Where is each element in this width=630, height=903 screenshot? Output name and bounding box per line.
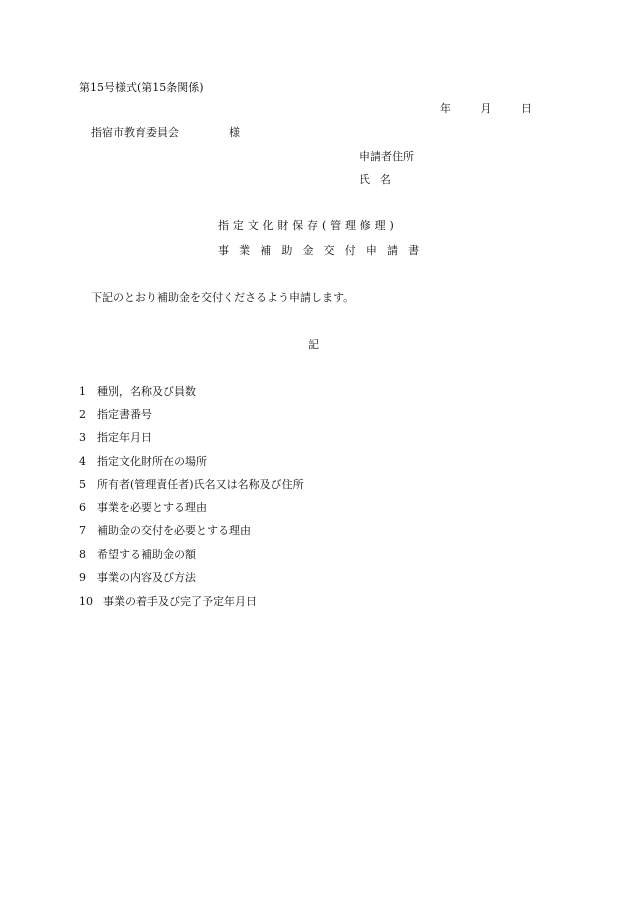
- applicant-address-label: 申請者住所: [359, 150, 414, 163]
- item-number: 10: [79, 595, 93, 608]
- item-text: 指定書番号: [97, 408, 152, 421]
- item-number: 5: [79, 478, 86, 491]
- item-number: 2: [79, 408, 86, 421]
- list-item: [79, 409, 152, 420]
- date-year-unit: 年: [440, 102, 451, 115]
- item-number: 4: [79, 455, 86, 468]
- list-item: [79, 596, 257, 607]
- item-text: 事業を必要とする理由: [97, 501, 207, 514]
- body-text: 下記のとおり補助金を交付くださるよう申請します。: [91, 291, 355, 304]
- applicant-name-label: 氏名: [359, 173, 401, 186]
- list-item: [79, 432, 152, 443]
- item-text: 所有者(管理責任者)氏名又は名称及び住所: [97, 478, 304, 491]
- item-number: 6: [79, 501, 86, 514]
- item-text: 事業の内容及び方法: [97, 571, 196, 584]
- date-line: [440, 103, 532, 114]
- document-title-line1: 指定文化財保存(管理修理): [218, 219, 398, 232]
- list-item: [79, 525, 251, 536]
- list-item: [79, 456, 207, 467]
- ki-heading: 記: [308, 338, 319, 351]
- item-number: 1: [79, 385, 86, 398]
- list-item: [79, 479, 304, 490]
- date-month-unit: 月: [480, 102, 492, 115]
- addressee-line: [91, 127, 240, 138]
- honorific: 様: [229, 126, 240, 139]
- item-text: 希望する補助金の額: [97, 548, 196, 561]
- list-item: [79, 386, 196, 397]
- list-item: [79, 572, 196, 583]
- date-day-unit: 日: [521, 102, 532, 115]
- list-item: [79, 502, 207, 513]
- item-text: 指定年月日: [97, 431, 152, 444]
- item-text: 種別，名称及び員数: [97, 385, 196, 398]
- item-number: 9: [79, 571, 86, 584]
- item-number: 7: [79, 524, 86, 537]
- item-text: 補助金の交付を必要とする理由: [97, 524, 251, 537]
- item-number: 8: [79, 548, 86, 561]
- addressee: 指宿市教育委員会: [91, 126, 179, 139]
- list-item: [79, 549, 196, 560]
- form-number: 第15号様式(第15条関係): [79, 81, 204, 94]
- item-text: 指定文化財所在の場所: [97, 455, 207, 468]
- item-number: 3: [79, 431, 86, 444]
- document-title-line2: 事業補助金交付申請書: [218, 244, 430, 257]
- item-text: 事業の着手及び完了予定年月日: [103, 595, 257, 608]
